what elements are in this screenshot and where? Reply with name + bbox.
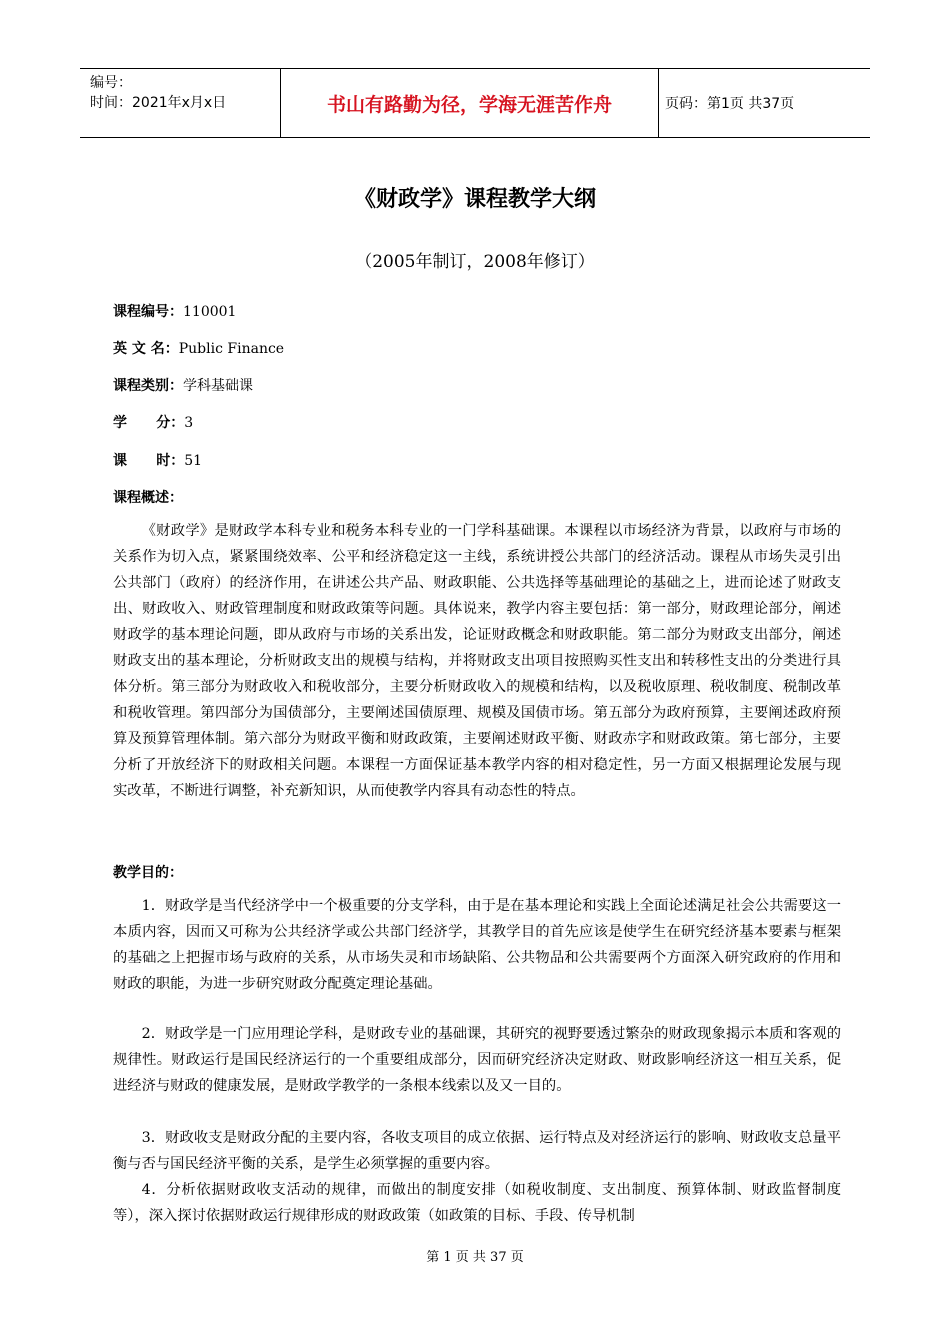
overview-paragraph: 《财政学》是财政学本科专业和税务本科专业的一门学科基础课。本课程以市场经济为背景，以政府与市场的关系作为切入点，紧紧围绕效率、公平和经济稳定这一主线，系统讲授公共部门的经济活动。课程从市场失灵引出公共部门（政府）的经济作用，在讲述公共产品、财政职能、公共选择等基础理论的基础之上，进而论述了财政支出、财政收入、财政管理制度和财政政策等问题。具体说来，教学内容主要包括：第一部分，财政理论部分，阐述财政学的基本理论问题，即从政府与市场的关系出发，论证财政概念和财政职能。第二部分为财政支出部分，阐述财政支出的基本理论，分析财政支出的规模与结构，并将财政支出项目按照购买性支出和转移性支出的分类进行具体分析。第三部分为财政收入和税收部分，主要分析财政收入的规模和结构，以及税收原理、税收制度、税制改革和税收管理。第四部分为国债部分，主要阐述国债原理、规模及国债市场。第五部分为政府预算，主要阐述政府预算及预算管理体制。第六部分为财政平衡和财政政策，主要阐述财政平衡、财政赤字和财政政策。第七部分，主要分析了开放经济下的财政相关问题。本课程一方面保证基本教学内容的相对稳定性，另一方面又根据理论发展与现实改革，不断进行调整，补充新知识，从而使教学内容具有动态性的特点。 (113, 523, 841, 799)
document-subtitle: （2005年制订，2008年修订） (355, 252, 595, 272)
time-label: 时间：2021年x月x日 (90, 95, 227, 111)
page-footer: 第 1 页 共 37 页 (426, 1250, 524, 1265)
meta-english-name: 英 文 名：Public Finance (113, 341, 285, 357)
header-page-info: 页码：第1页 共37页 (665, 96, 795, 112)
goal-paragraph-2: 2．财政学是一门应用理论学科，是财政专业的基础课，其研究的视野要透过繁杂的财政现象揭示本质和客观的规律性。财政运行是国民经济运行的一个重要组成部分，因而研究经济决定财政、财政影响经济这一相互关系，促进经济与财政的健康发展，是财政学教学的一条根本线索以及又一目的。 (113, 1026, 841, 1094)
meta-course-number: 课程编号：110001 (113, 304, 237, 320)
header-left-cell (80, 69, 281, 137)
header-table (80, 68, 870, 138)
overview-heading: 课程概述： (113, 490, 183, 506)
meta-hours: 课 时：51 (113, 453, 203, 469)
goal-paragraph-4: 4．分析依据财政收支活动的规律，而做出的制度安排（如税收制度、支出制度、预算体制、财政监督制度等），深入探讨依据财政运行规律形成的财政政策（如政策的目标、手段、传导机制 (113, 1182, 841, 1224)
goals-heading: 教学目的： (113, 865, 183, 881)
number-label: 编号： (90, 75, 132, 91)
document-title: 《财政学》课程教学大纲 (353, 187, 596, 212)
header-motto: 书山有路勤为径，学海无涯苦作舟 (281, 69, 659, 137)
goal-paragraph-1: 1．财政学是当代经济学中一个极重要的分支学科，由于是在基本理论和实践上全面论述满足社会公共需要这一本质内容，因而又可称为公共经济学或公共部门经济学，其教学目的首先应该是使学生在研究经济基本要素与框架的基础之上把握市场与政府的关系，从市场失灵和市场缺陷、公共物品和公共需要两个方面深入研究政府的作用和财政的职能，为进一步研究财政分配奠定理论基础。 (113, 898, 841, 992)
meta-course-type: 课程类别：学科基础课 (113, 378, 253, 394)
meta-credits: 学 分：3 (113, 415, 194, 431)
goal-paragraph-3: 3．财政收支是财政分配的主要内容，各收支项目的成立依据、运行特点及对经济运行的影响、财政收支总量平衡与否与国民经济平衡的关系，是学生必须掌握的重要内容。 (113, 1130, 841, 1172)
